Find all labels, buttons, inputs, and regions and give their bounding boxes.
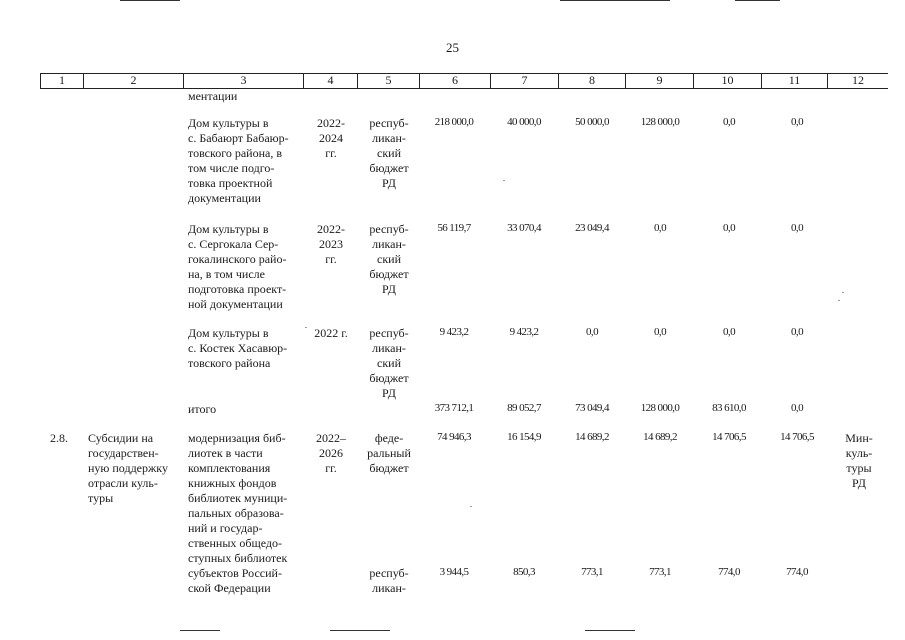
header-col-3: 3: [184, 73, 304, 88]
description-line: Дом культуры в: [188, 222, 269, 236]
scan-edge-mark: [585, 630, 635, 631]
header-col-8: 8: [559, 73, 626, 88]
description-line: комплектования: [188, 461, 271, 475]
period-line: 2022-: [317, 116, 345, 130]
description-line: Дом культуры в: [188, 326, 269, 340]
funding-source-line: ликан-: [372, 237, 406, 251]
value-cell-col-9: 0,0: [654, 326, 666, 338]
funding-source-line: РД: [382, 282, 396, 296]
value-cell-col-7: 33 070,4: [507, 222, 541, 234]
value-cell-col-11: 14 706,5: [780, 431, 814, 443]
executor-line: туры: [846, 461, 872, 475]
scan-speck: [842, 292, 844, 293]
header-col-2: 2: [84, 73, 184, 88]
period-line: гг.: [325, 461, 337, 475]
row-number: 2.8.: [50, 431, 68, 445]
header-col-12: 12: [852, 73, 864, 87]
scan-speck: [503, 180, 505, 181]
header-bottom-rule: [40, 88, 888, 89]
description-line: библиотек муници-: [188, 491, 288, 505]
description-line: ственных общедо-: [188, 536, 283, 550]
scan-edge-mark: [330, 630, 390, 631]
scan-speck: [470, 506, 472, 507]
funding-source-line: бюджет: [369, 461, 409, 475]
period-line: гг.: [325, 252, 337, 266]
value-cell-col-7: 16 154,9: [507, 431, 541, 443]
value-cell-col-9: 14 689,2: [643, 431, 677, 443]
header-col-7: 7: [491, 73, 559, 88]
period-line: 2026: [319, 446, 343, 460]
funding-source-line: ский: [377, 356, 401, 370]
funding-source-line: ликан-: [372, 581, 406, 595]
period-line: гг.: [325, 146, 337, 160]
value-cell-col-10: 83 610,0: [712, 402, 746, 414]
scan-edge-mark: [735, 0, 780, 1]
value-cell-col-6: 56 119,7: [437, 222, 471, 234]
description-line: ступных библиотек: [188, 551, 288, 565]
value-cell-col-6: 3 944,5: [439, 566, 469, 578]
funding-source-line: ский: [377, 252, 401, 266]
value-cell-col-10: 774,0: [718, 566, 740, 578]
value-cell-col-6: 9 423,2: [439, 326, 469, 338]
period-line: 2022–: [316, 431, 346, 445]
executor-line: куль-: [845, 446, 873, 460]
funding-source-line: бюджет: [369, 267, 409, 281]
header-col-6: 6: [420, 73, 491, 88]
description-line: Дом культуры в: [188, 116, 269, 130]
funding-source-line: респуб-: [369, 566, 409, 580]
value-cell-col-8: 773,1: [581, 566, 603, 578]
description-line: товка проектной: [188, 176, 273, 190]
description-line: лиотек в части: [188, 446, 263, 460]
executor-line: РД: [852, 476, 866, 490]
value-cell-col-9: 128 000,0: [640, 116, 680, 128]
scan-edge-mark: [180, 630, 220, 631]
description-line: том числе подго-: [188, 161, 275, 175]
value-cell-col-8: 73 049,4: [575, 402, 609, 414]
value-cell-col-10: 14 706,5: [712, 431, 746, 443]
funding-source-line: ликан-: [372, 341, 406, 355]
description-line: ской Федерации: [188, 581, 271, 595]
description-line: на, в том числе: [188, 267, 265, 281]
description-line: гокалинского райо-: [188, 252, 287, 266]
scan-edge-mark: [560, 0, 670, 1]
value-cell-col-10: 0,0: [723, 222, 735, 234]
funding-source-line: ликан-: [372, 131, 406, 145]
description-line: субъектов Россий-: [188, 566, 282, 580]
description-line: ний и государ-: [188, 521, 263, 535]
funding-source-line: ский: [377, 146, 401, 160]
description-line: товского района: [188, 356, 271, 370]
value-cell-col-6: 218 000,0: [434, 116, 474, 128]
funding-source-line: респуб-: [369, 222, 409, 236]
header-col-9: 9: [626, 73, 694, 88]
header-col-5: 5: [358, 73, 420, 88]
period-line: 2022-: [317, 222, 345, 236]
value-cell-col-11: 0,0: [791, 402, 803, 414]
value-cell-col-7: 89 052,7: [507, 402, 541, 414]
value-cell-col-10: 0,0: [723, 326, 735, 338]
header-col-10: 10: [694, 73, 762, 88]
measure-name-line: отрасли куль-: [88, 476, 158, 490]
funding-source-line: РД: [382, 386, 396, 400]
description-line: книжных фондов: [188, 476, 277, 490]
funding-source-line: феде-: [374, 431, 404, 445]
header-col-4: 4: [304, 73, 358, 88]
value-cell-col-11: 0,0: [791, 222, 803, 234]
value-cell-col-11: 0,0: [791, 116, 803, 128]
description-line: с. Костек Хасавюр-: [188, 341, 288, 355]
value-cell-col-9: 0,0: [654, 222, 666, 234]
description-line: модернизация биб-: [188, 431, 286, 445]
scan-speck: [838, 300, 840, 301]
value-cell-col-11: 774,0: [786, 566, 808, 578]
scan-edge-mark: [120, 0, 180, 1]
description-line: с. Бабаюрт Бабаюр-: [188, 131, 289, 145]
header-col-11: 11: [762, 73, 828, 88]
description-line: пальных образова-: [188, 506, 284, 520]
scan-speck: [305, 327, 307, 328]
description-line: подготовка проект-: [188, 282, 287, 296]
value-cell-col-11: 0,0: [791, 326, 803, 338]
header-col-1: 1: [40, 73, 84, 88]
value-cell-col-7: 850,3: [513, 566, 535, 578]
period-line: 2023: [319, 237, 343, 251]
description-line: ментации: [188, 89, 238, 103]
funding-source-line: бюджет: [369, 371, 409, 385]
value-cell-col-6: 373 712,1: [434, 402, 474, 414]
funding-source-line: ральный: [367, 446, 411, 460]
funding-source-line: бюджет: [369, 161, 409, 175]
value-cell-col-9: 128 000,0: [640, 402, 680, 414]
value-cell-col-10: 0,0: [723, 116, 735, 128]
page-number: 25: [446, 40, 459, 55]
value-cell-col-9: 773,1: [649, 566, 671, 578]
executor-line: Мин-: [845, 431, 873, 445]
description-line: с. Сергокала Сер-: [188, 237, 279, 251]
value-cell-col-8: 23 049,4: [575, 222, 609, 234]
funding-source-line: респуб-: [369, 326, 409, 340]
measure-name-line: Субсидии на: [88, 431, 154, 445]
measure-name-line: ную поддержку: [88, 461, 168, 475]
value-cell-col-7: 9 423,2: [509, 326, 539, 338]
total-label: итого: [188, 402, 217, 416]
period-line: 2024: [319, 131, 343, 145]
funding-source-line: респуб-: [369, 116, 409, 130]
description-line: ной документации: [188, 297, 283, 311]
period-line: 2022 г.: [314, 326, 348, 340]
value-cell-col-8: 14 689,2: [575, 431, 609, 443]
funding-source-line: РД: [382, 176, 396, 190]
measure-name-line: туры: [88, 491, 114, 505]
description-line: товского района, в: [188, 146, 283, 160]
value-cell-col-7: 40 000,0: [507, 116, 541, 128]
value-cell-col-6: 74 946,3: [437, 431, 471, 443]
value-cell-col-8: 50 000,0: [575, 116, 609, 128]
measure-name-line: государствен-: [88, 446, 159, 460]
value-cell-col-8: 0,0: [586, 326, 598, 338]
description-line: документации: [188, 191, 261, 205]
